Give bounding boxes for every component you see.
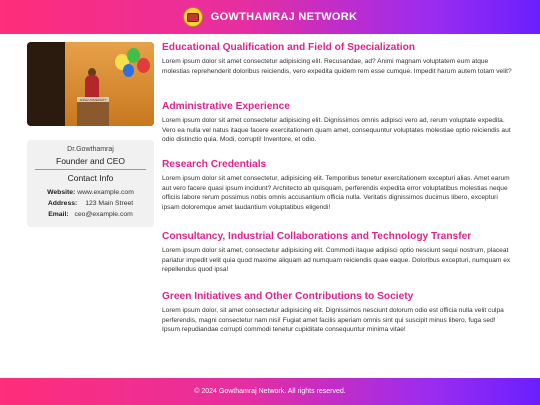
main-content [162, 42, 514, 340]
section-body: Lorem ipsum dolor sit amet consectetur, adipisicing elit. Temporibus tenetur exercitationem excepturi alias. Amet earum aut vero facere quasi ipsum incidunt? Architecto ab quisquam, perferendis expedita error voluptatibus molestias neque officiis labore rerum possimus nobis omnis accusantium officia nulla. Veritatis dignissimos ducimus libero, excepturi ipsam doloremque amet laudantium voluptatibus eligendi! [162, 175, 510, 211]
profile-card [27, 140, 154, 227]
address-value: 123 Main Street [85, 200, 134, 207]
photo-curtain [27, 42, 65, 126]
section-body: Lorem ipsum dolor, sit amet consectetur adipisicing elit. Dignissimos nesciunt dolorum odio est officia nulla velit culpa perferendis, magni consectetur nam nisi! Fugiat amet facilis aperiam omnis sint qui suscipit minus libero, fuga sed! Ipsum repudiandae corrupti commodi tenetur cupiditate consequuntur minima vitae! [162, 307, 504, 334]
section-title: Administrative Experience [162, 101, 290, 112]
profile-name: Dr.Gowthamraj [67, 146, 114, 153]
contact-title: Contact Info [67, 173, 114, 183]
section-consultancy [162, 231, 514, 291]
profile-photo [27, 42, 154, 126]
logo-emblem [187, 13, 199, 22]
website-label: Website: [47, 189, 76, 196]
balloon-red [137, 58, 150, 73]
trophy-badge-icon[interactable] [183, 7, 203, 27]
section-title: Educational Qualification and Field of Specialization [162, 42, 416, 53]
website-link[interactable]: www.example.com [77, 189, 134, 196]
section-body: Lorem ipsum dolor sit amet, consectetur adipisicing elit. Commodi itaque adipisci optio nesciunt sequi nostrum, placeat pariatur impedit velit quia quod maxime aliquam ad numquam reiciendis quae eaque. Doloribus excepturi, numquam ex repellendus quod ipsa! [162, 247, 511, 274]
section-title: Research Credentials [162, 159, 267, 170]
contact-email [33, 209, 148, 220]
site-footer [0, 378, 540, 405]
section-research [162, 159, 514, 231]
section-body: Lorem ipsum dolor sit amet consectetur adipisicing elit. Recusandae, ad? Animi magnam voluptatem eum atque molestias reprehenderit doloribus reiciendis, vero expedita quidem rem esse cumque. Impedit harum autem totam velit? [162, 58, 512, 75]
contact-address [33, 198, 148, 209]
card-divider [35, 169, 146, 170]
contact-website [33, 187, 148, 198]
profile-sidebar [27, 42, 154, 227]
email-link[interactable]: ceo@example.com [74, 211, 133, 218]
section-green-initiatives [162, 291, 514, 335]
footer-copyright: © 2024 Gowthamraj Network. All rights reserved. [194, 388, 346, 395]
podium-banner: ANNA UNIVERSITY [79, 98, 107, 102]
section-title: Consultancy, Industrial Collaborations and Technology Transfer [162, 231, 472, 242]
site-title[interactable]: GOWTHAMRAJ NETWORK [210, 11, 358, 23]
section-education [162, 42, 514, 101]
address-label: Address: [47, 200, 78, 207]
email-label: Email: [48, 211, 69, 218]
profile-role: Founder and CEO [56, 156, 125, 166]
site-header [0, 0, 540, 34]
section-body: Lorem ipsum dolor sit amet consectetur adipisicing elit. Dignissimos omnis adipisci vero ad, rerum voluptate expedita. Vero ea nulla vel natus itaque facere exercitationem quam amet, consequuntur voluptates molestiae optio reiciendis aut odio distinctio quia. Modi, corrupti! Inventore, et odio. [162, 117, 511, 144]
podium [77, 97, 109, 126]
balloon-blue [123, 64, 134, 77]
section-title: Green Initiatives and Other Contributions to Society [162, 291, 414, 302]
section-administrative [162, 101, 514, 159]
speaker [85, 75, 99, 99]
